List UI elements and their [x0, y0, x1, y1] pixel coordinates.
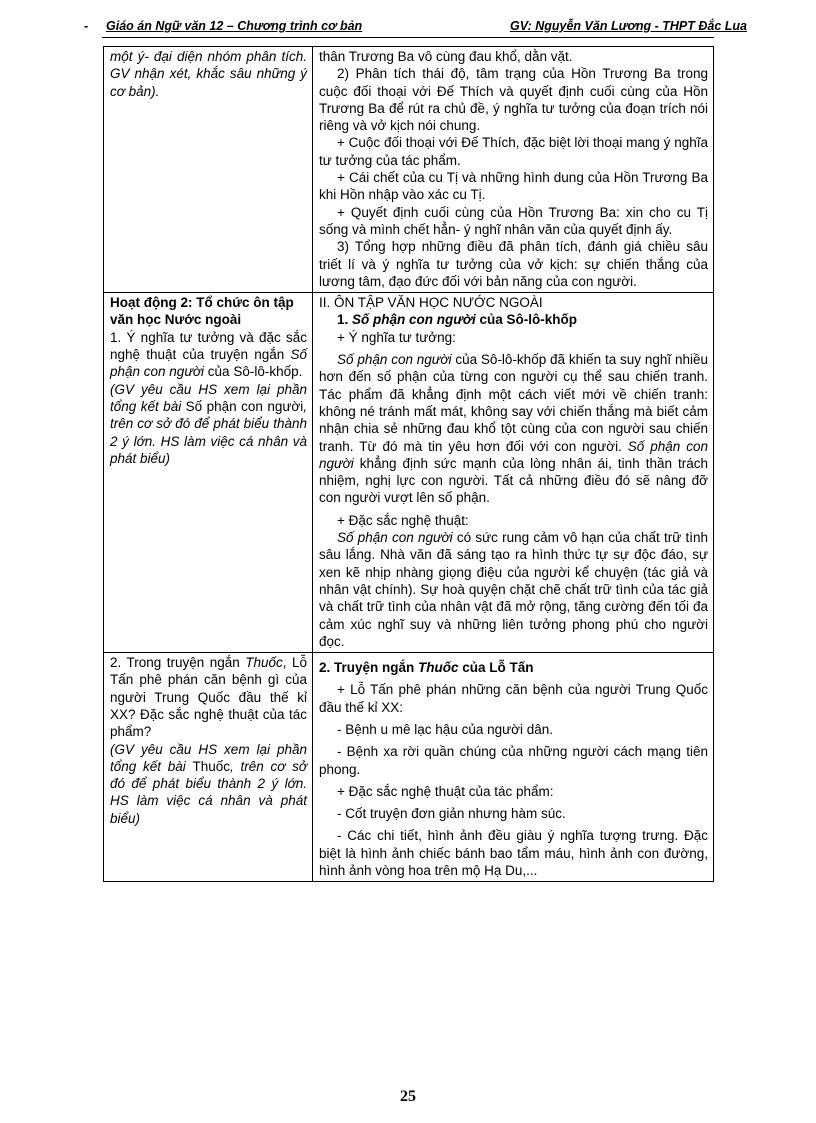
header-teacher: GV: Nguyễn Văn Lương - THPT Đắc Lua: [510, 19, 748, 33]
question-text: 2. Trong truyện ngắn: [110, 655, 246, 671]
activity-note: một ý- đại diện nhóm phân tích. GV nhận xét, khắc sâu những ý cơ bản).: [110, 49, 307, 99]
content-paragraph: + Đặc sắc nghệ thuật:: [337, 512, 469, 528]
work-title: Số phận con người: [337, 352, 452, 368]
activity-title: Hoạt động 2: Tổ chức ôn tập văn học Nước ngoài: [110, 295, 294, 328]
activity-question: [110, 654, 307, 740]
content-paragraph: + Lỗ Tấn phê phán những căn bệnh của người Trung Quốc đầu thế kỉ XX:: [319, 682, 708, 715]
subsection-heading: [319, 659, 708, 676]
content-paragraph: + Cái chết của cu Tị và những hình dung của Hồn Trương Ba khi Hồn nhập vào xác cu Tị.: [319, 170, 708, 203]
activity-note: [110, 741, 307, 827]
question-text: của Sô-lô-khốp.: [204, 364, 303, 380]
activity-note: [110, 381, 307, 467]
page-header: [84, 19, 748, 39]
activity-cell: [104, 47, 313, 293]
work-title: Số phận con người: [185, 398, 304, 414]
question-text: , Lỗ Tấn phê phán căn bệnh gì của người Trung Quốc đầu thế kỉ XX? Đặc sắc nghệ thuật của tác phẩm?: [110, 655, 307, 740]
content-paragraph: - Bệnh u mê lạc hậu của người dân.: [337, 721, 554, 737]
content-paragraph: [319, 529, 708, 650]
content-cell: [313, 293, 714, 653]
content-paragraph: - Bệnh xa rời quần chúng của những người cách mạng tiên phong.: [319, 744, 708, 777]
content-paragraph: + Đặc sắc nghệ thuật của tác phẩm:: [337, 783, 554, 799]
paragraph-text: khẳng định sức mạnh của lòng nhân ái, tinh thần trách nhiệm, nghị lực con người. Tất cả những điều đó sẽ nâng đỡ con người vượt lên số phận.: [319, 455, 708, 506]
content-cell: [313, 47, 714, 293]
note-text: (GV yêu cầu HS xem lại phần tổng kết bài: [110, 741, 307, 774]
activity-question: [110, 329, 307, 381]
heading-text: của Sô-lô-khốp: [475, 312, 577, 328]
content-paragraph: + Ý nghĩa tư tưởng:: [337, 329, 456, 345]
note-text: , trên cơ sở đó để phát biểu thành 2 ý lớn. HS làm việc cá nhân và phát biểu): [110, 758, 307, 826]
question-text: 1. Ý nghĩa tư tưởng và đặc sắc nghệ thuật của truyện ngắn: [110, 329, 307, 363]
lesson-table: [103, 46, 714, 882]
heading-text: 2. Truyện ngắn: [319, 660, 419, 676]
subsection-heading: [319, 311, 708, 328]
work-title: Thuốc: [245, 655, 283, 671]
work-title: Số phận con người: [319, 438, 709, 471]
table-row: [104, 47, 714, 293]
work-title: Thuốc: [192, 758, 230, 774]
note-text: (GV yêu cầu HS xem lại phần tổng kết bài: [110, 381, 307, 414]
content-paragraph: - Các chi tiết, hình ảnh đều giàu ý nghĩa tượng trưng. Đặc biệt là hình ảnh chiếc bánh bao tẩm máu, hình ảnh con đường, hình ảnh vòng hoa trên mộ Hạ Du,...: [319, 828, 708, 879]
work-title: Thuốc: [418, 660, 459, 676]
table-row: [104, 293, 714, 653]
header-dash: -: [84, 19, 89, 33]
work-title: Số phận con người: [110, 347, 307, 380]
activity-cell: [104, 293, 313, 653]
paragraph-text: có sức rung cảm vô hạn của chất trữ tình sâu lắng. Nhà văn đã sáng tạo ra hình thức tự sự độc đáo, sự xen kẽ nhịp nhàng giọng điệu của người kể chuyện (tác giả và nhân vật chính). Sự hoà quyện chặt chẽ chất trữ tình của tác giả và chất trữ tình của nhân vật đã mở rộng, tăng cường đến tối đa cảm xúc nghĩ suy và những liên tưởng phong phú cho người đọc.: [319, 530, 708, 649]
content-paragraph: 2) Phân tích thái độ, tâm trạng của Hồn Trương Ba trong cuộc đối thoại với Đế Thích và quyết định cuối cùng của Hồn Trương Ba để rút ra chủ đề, ý nghĩa tư tưởng của đoạn trích nói riêng và vở kịch nói chung.: [319, 66, 708, 134]
content-cell: [313, 653, 714, 882]
activity-cell: [104, 653, 313, 882]
content-paragraph: [319, 351, 708, 507]
heading-number: 1.: [337, 312, 353, 328]
content-paragraph: + Cuộc đối thoại với Đế Thích, đặc biệt lời thoại mang ý nghĩa tư tưởng của tác phẩm.: [319, 135, 708, 168]
heading-text: của Lỗ Tấn: [458, 660, 534, 676]
work-title: Số phận con người: [352, 312, 476, 328]
content-paragraph: 3) Tổng hợp những điều đã phân tích, đánh giá chiều sâu triết lí và ý nghĩa tư tưởng của vở kịch: sự chiến thắng của lương tâm, đạo đức đối với bản năng của con người.: [319, 239, 708, 289]
header-rule: [102, 37, 714, 38]
page-number: 25: [400, 1088, 416, 1105]
table-row: [104, 653, 714, 882]
paragraph-text: của Sô-lô-khốp đã khiến ta suy nghĩ nhiều hơn đến số phận của từng con người cụ thể sau chiến tranh. Tác phẩm đã khẳng định một cách viết mới về chiến tranh: không né tránh mất mát, không say với chiến thắng mà biết cảm nhận chia sẻ những đau khổ tột cùng của con người sau chiến tranh. Từ đó mà tin yêu hơn đối với con người.: [319, 352, 709, 454]
note-text: , trên cơ sở đó để phát biểu thành 2 ý lớn. HS làm việc cá nhân và phát biểu): [110, 398, 307, 466]
content-paragraph: thân Trương Ba vô cùng đau khổ, dằn vặt.: [319, 49, 573, 64]
header-course-title: Giáo án Ngữ văn 12 – Chương trình cơ bản: [106, 19, 363, 33]
work-title: Số phận con người: [337, 530, 453, 546]
content-paragraph: - Cốt truyện đơn giản nhưng hàm súc.: [337, 806, 566, 822]
content-paragraph: + Quyết định cuối cùng của Hồn Trương Ba: xin cho cu Tị sống và mình chết hẳn- ý nghĩ nhân văn của quyết định ấy.: [319, 204, 708, 237]
section-heading: II. ÔN TẬP VĂN HỌC NƯỚC NGOÀI: [319, 295, 543, 311]
